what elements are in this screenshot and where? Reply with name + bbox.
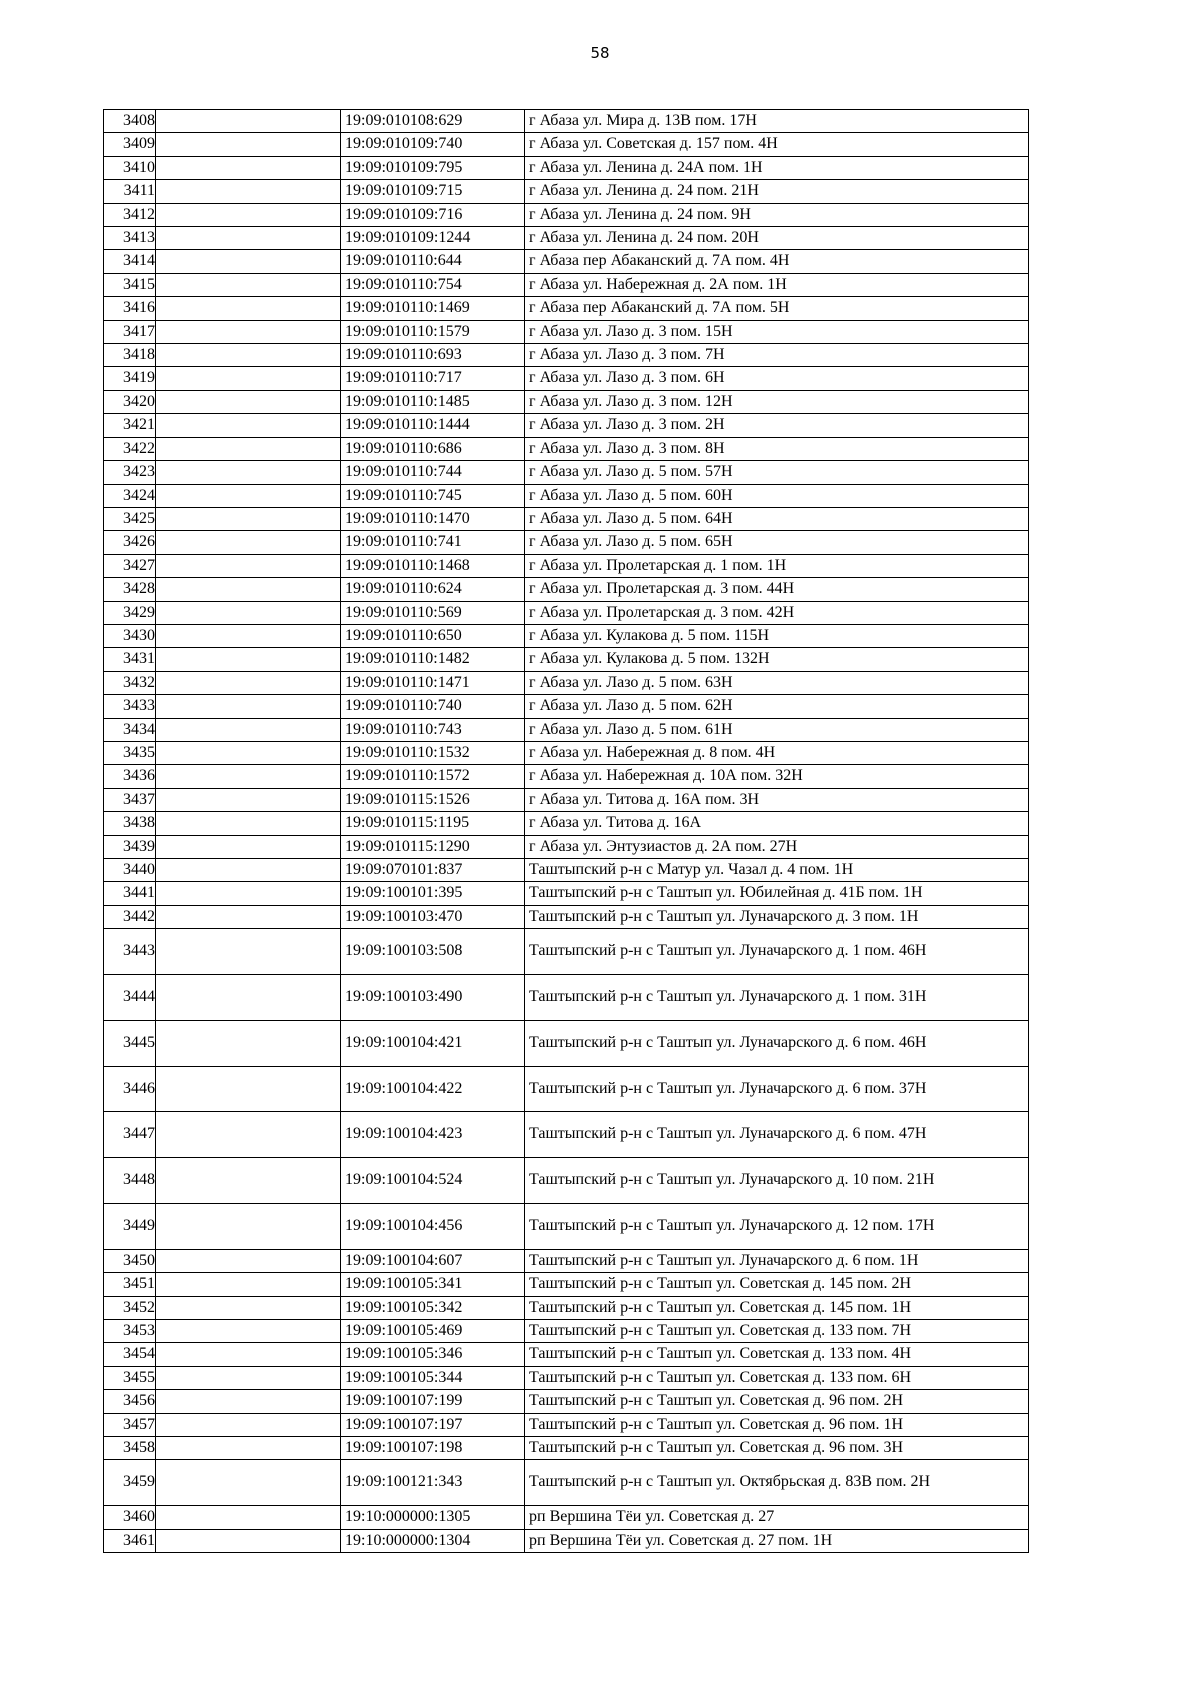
row-number: 3429 (104, 601, 156, 624)
row-number: 3427 (104, 554, 156, 577)
cadastral-number: 19:09:100104:422 (341, 1066, 525, 1112)
row-number: 3434 (104, 718, 156, 741)
address: г Абаза ул. Лазо д. 3 пом. 12Н (525, 390, 1029, 413)
cadastral-number: 19:09:010110:569 (341, 601, 525, 624)
row-number: 3459 (104, 1460, 156, 1506)
row-number: 3453 (104, 1320, 156, 1343)
cadastral-number: 19:09:010110:754 (341, 273, 525, 296)
empty-cell (156, 367, 341, 390)
cadastral-number: 19:09:100105:344 (341, 1366, 525, 1389)
empty-cell (156, 203, 341, 226)
table-row (104, 929, 1029, 975)
table-row (104, 367, 1029, 390)
cadastral-number: 19:09:010110:717 (341, 367, 525, 390)
empty-cell (156, 484, 341, 507)
cadastral-number: 19:09:010110:686 (341, 437, 525, 460)
empty-cell (156, 320, 341, 343)
address: Таштыпский р-н с Таштып ул. Советская д. 133 пом. 7Н (525, 1320, 1029, 1343)
empty-cell (156, 578, 341, 601)
row-number: 3442 (104, 905, 156, 928)
empty-cell (156, 1366, 341, 1389)
row-number: 3452 (104, 1296, 156, 1319)
cadastral-number: 19:09:010110:1468 (341, 554, 525, 577)
table-row (104, 1204, 1029, 1250)
row-number: 3421 (104, 414, 156, 437)
row-number: 3433 (104, 695, 156, 718)
table-row (104, 718, 1029, 741)
property-table-body (104, 110, 1029, 1553)
table-row (104, 1273, 1029, 1296)
empty-cell (156, 1460, 341, 1506)
table-row (104, 812, 1029, 835)
row-number: 3439 (104, 835, 156, 858)
cadastral-number: 19:09:100103:508 (341, 929, 525, 975)
address: рп Вершина Тёи ул. Советская д. 27 пом. 1Н (525, 1529, 1029, 1552)
address: Таштыпский р-н с Таштып ул. Луначарского д. 3 пом. 1Н (525, 905, 1029, 928)
cadastral-number: 19:09:010110:1579 (341, 320, 525, 343)
empty-cell (156, 648, 341, 671)
row-number: 3410 (104, 156, 156, 179)
table-row (104, 1390, 1029, 1413)
table-row (104, 648, 1029, 671)
table-row (104, 344, 1029, 367)
row-number: 3446 (104, 1066, 156, 1112)
table-row (104, 437, 1029, 460)
cadastral-number: 19:09:100104:456 (341, 1204, 525, 1250)
address: Таштыпский р-н с Таштып ул. Луначарского д. 10 пом. 21Н (525, 1158, 1029, 1204)
table-row (104, 484, 1029, 507)
cadastral-number: 19:09:010110:744 (341, 461, 525, 484)
empty-cell (156, 344, 341, 367)
row-number: 3422 (104, 437, 156, 460)
empty-cell (156, 1437, 341, 1460)
cadastral-number: 19:09:010110:745 (341, 484, 525, 507)
table-row (104, 320, 1029, 343)
empty-cell (156, 461, 341, 484)
empty-cell (156, 1296, 341, 1319)
row-number: 3431 (104, 648, 156, 671)
row-number: 3415 (104, 273, 156, 296)
empty-cell (156, 531, 341, 554)
table-row (104, 671, 1029, 694)
table-row (104, 531, 1029, 554)
row-number: 3432 (104, 671, 156, 694)
cadastral-number: 19:09:100103:490 (341, 975, 525, 1021)
table-row (104, 1066, 1029, 1112)
cadastral-number: 19:09:010110:1532 (341, 741, 525, 764)
cadastral-number: 19:09:010110:693 (341, 344, 525, 367)
row-number: 3450 (104, 1249, 156, 1272)
address: г Абаза пер Абаканский д. 7А пом. 5Н (525, 297, 1029, 320)
address: Таштыпский р-н с Таштып ул. Луначарского д. 1 пом. 31Н (525, 975, 1029, 1021)
address: г Абаза ул. Лазо д. 5 пом. 61Н (525, 718, 1029, 741)
row-number: 3457 (104, 1413, 156, 1436)
address: Таштыпский р-н с Таштып ул. Луначарского д. 1 пом. 46Н (525, 929, 1029, 975)
address: рп Вершина Тёи ул. Советская д. 27 (525, 1506, 1029, 1529)
row-number: 3445 (104, 1020, 156, 1066)
table-row (104, 741, 1029, 764)
row-number: 3430 (104, 624, 156, 647)
table-row (104, 1296, 1029, 1319)
cadastral-number: 19:09:010109:716 (341, 203, 525, 226)
table-row (104, 835, 1029, 858)
table-row (104, 227, 1029, 250)
row-number: 3426 (104, 531, 156, 554)
table-row (104, 859, 1029, 882)
address: Таштыпский р-н с Таштып ул. Луначарского д. 6 пом. 1Н (525, 1249, 1029, 1272)
row-number: 3451 (104, 1273, 156, 1296)
address: г Абаза ул. Ленина д. 24 пом. 9Н (525, 203, 1029, 226)
row-number: 3416 (104, 297, 156, 320)
address: г Абаза ул. Набережная д. 2А пом. 1Н (525, 273, 1029, 296)
cadastral-number: 19:09:010109:715 (341, 180, 525, 203)
address: Таштыпский р-н с Матур ул. Чазал д. 4 пом. 1Н (525, 859, 1029, 882)
address: Таштыпский р-н с Таштып ул. Советская д. 133 пом. 4Н (525, 1343, 1029, 1366)
address: г Абаза пер Абаканский д. 7А пом. 4Н (525, 250, 1029, 273)
cadastral-number: 19:09:100101:395 (341, 882, 525, 905)
table-row (104, 1460, 1029, 1506)
cadastral-number: 19:10:000000:1304 (341, 1529, 525, 1552)
empty-cell (156, 695, 341, 718)
row-number: 3409 (104, 133, 156, 156)
cadastral-number: 19:10:000000:1305 (341, 1506, 525, 1529)
cadastral-number: 19:09:010110:1485 (341, 390, 525, 413)
address: г Абаза ул. Пролетарская д. 1 пом. 1Н (525, 554, 1029, 577)
row-number: 3460 (104, 1506, 156, 1529)
empty-cell (156, 859, 341, 882)
row-number: 3412 (104, 203, 156, 226)
table-row (104, 578, 1029, 601)
empty-cell (156, 1273, 341, 1296)
table-row (104, 601, 1029, 624)
address: Таштыпский р-н с Таштып ул. Юбилейная д. 41Б пом. 1Н (525, 882, 1029, 905)
cadastral-number: 19:09:010110:1471 (341, 671, 525, 694)
address: г Абаза ул. Лазо д. 5 пом. 65Н (525, 531, 1029, 554)
table-row (104, 250, 1029, 273)
empty-cell (156, 297, 341, 320)
empty-cell (156, 929, 341, 975)
address: г Абаза ул. Лазо д. 3 пом. 2Н (525, 414, 1029, 437)
address: г Абаза ул. Ленина д. 24 пом. 21Н (525, 180, 1029, 203)
cadastral-number: 19:09:100107:199 (341, 1390, 525, 1413)
cadastral-number: 19:09:010115:1195 (341, 812, 525, 835)
table-row (104, 1366, 1029, 1389)
table-row (104, 624, 1029, 647)
empty-cell (156, 133, 341, 156)
table-row (104, 1158, 1029, 1204)
table-row (104, 695, 1029, 718)
empty-cell (156, 250, 341, 273)
address: г Абаза ул. Пролетарская д. 3 пом. 44Н (525, 578, 1029, 601)
empty-cell (156, 1413, 341, 1436)
cadastral-number: 19:09:070101:837 (341, 859, 525, 882)
address: Таштыпский р-н с Таштып ул. Советская д. 133 пом. 6Н (525, 1366, 1029, 1389)
row-number: 3420 (104, 390, 156, 413)
empty-cell (156, 765, 341, 788)
address: г Абаза ул. Кулакова д. 5 пом. 132Н (525, 648, 1029, 671)
cadastral-number: 19:09:010109:1244 (341, 227, 525, 250)
row-number: 3447 (104, 1112, 156, 1158)
empty-cell (156, 227, 341, 250)
address: г Абаза ул. Советская д. 157 пом. 4Н (525, 133, 1029, 156)
address: г Абаза ул. Кулакова д. 5 пом. 115Н (525, 624, 1029, 647)
table-row (104, 1112, 1029, 1158)
row-number: 3411 (104, 180, 156, 203)
cadastral-number: 19:09:010108:629 (341, 110, 525, 133)
row-number: 3418 (104, 344, 156, 367)
cadastral-number: 19:09:010110:624 (341, 578, 525, 601)
row-number: 3461 (104, 1529, 156, 1552)
empty-cell (156, 882, 341, 905)
cadastral-number: 19:09:010110:1482 (341, 648, 525, 671)
row-number: 3408 (104, 110, 156, 133)
empty-cell (156, 1506, 341, 1529)
property-table (103, 109, 1029, 1553)
row-number: 3438 (104, 812, 156, 835)
address: г Абаза ул. Ленина д. 24А пом. 1Н (525, 156, 1029, 179)
cadastral-number: 19:09:010110:1469 (341, 297, 525, 320)
table-row (104, 788, 1029, 811)
empty-cell (156, 601, 341, 624)
address: г Абаза ул. Пролетарская д. 3 пом. 42Н (525, 601, 1029, 624)
empty-cell (156, 624, 341, 647)
empty-cell (156, 437, 341, 460)
empty-cell (156, 1529, 341, 1552)
empty-cell (156, 671, 341, 694)
address: г Абаза ул. Лазо д. 5 пом. 64Н (525, 507, 1029, 530)
cadastral-number: 19:09:010110:1470 (341, 507, 525, 530)
table-row (104, 765, 1029, 788)
address: Таштыпский р-н с Таштып ул. Советская д. 96 пом. 2Н (525, 1390, 1029, 1413)
empty-cell (156, 1158, 341, 1204)
table-row (104, 507, 1029, 530)
address: г Абаза ул. Лазо д. 5 пом. 63Н (525, 671, 1029, 694)
cadastral-number: 19:09:010115:1526 (341, 788, 525, 811)
table-row (104, 975, 1029, 1021)
table-row (104, 461, 1029, 484)
table-row (104, 390, 1029, 413)
cadastral-number: 19:09:100104:607 (341, 1249, 525, 1272)
table-row (104, 1020, 1029, 1066)
empty-cell (156, 273, 341, 296)
empty-cell (156, 1343, 341, 1366)
empty-cell (156, 718, 341, 741)
table-row (104, 1249, 1029, 1272)
empty-cell (156, 1020, 341, 1066)
address: Таштыпский р-н с Таштып ул. Луначарского д. 12 пом. 17Н (525, 1204, 1029, 1250)
row-number: 3424 (104, 484, 156, 507)
address: Таштыпский р-н с Таштып ул. Советская д. 96 пом. 3Н (525, 1437, 1029, 1460)
table-row (104, 110, 1029, 133)
row-number: 3456 (104, 1390, 156, 1413)
row-number: 3414 (104, 250, 156, 273)
empty-cell (156, 975, 341, 1021)
row-number: 3413 (104, 227, 156, 250)
cadastral-number: 19:09:010110:741 (341, 531, 525, 554)
table-row (104, 297, 1029, 320)
row-number: 3437 (104, 788, 156, 811)
table-row (104, 1343, 1029, 1366)
address: г Абаза ул. Лазо д. 3 пом. 6Н (525, 367, 1029, 390)
cadastral-number: 19:09:010110:644 (341, 250, 525, 273)
cadastral-number: 19:09:100104:421 (341, 1020, 525, 1066)
table-row (104, 414, 1029, 437)
cadastral-number: 19:09:100104:524 (341, 1158, 525, 1204)
address: г Абаза ул. Лазо д. 3 пом. 15Н (525, 320, 1029, 343)
empty-cell (156, 741, 341, 764)
address: Таштыпский р-н с Таштып ул. Луначарского д. 6 пом. 46Н (525, 1020, 1029, 1066)
cadastral-number: 19:09:100105:346 (341, 1343, 525, 1366)
empty-cell (156, 390, 341, 413)
table-row (104, 156, 1029, 179)
address: Таштыпский р-н с Таштып ул. Советская д. 96 пом. 1Н (525, 1413, 1029, 1436)
cadastral-number: 19:09:100104:423 (341, 1112, 525, 1158)
row-number: 3419 (104, 367, 156, 390)
cadastral-number: 19:09:100121:343 (341, 1460, 525, 1506)
row-number: 3449 (104, 1204, 156, 1250)
empty-cell (156, 905, 341, 928)
address: г Абаза ул. Титова д. 16А пом. 3Н (525, 788, 1029, 811)
cadastral-number: 19:09:010109:795 (341, 156, 525, 179)
table-row (104, 882, 1029, 905)
cadastral-number: 19:09:100103:470 (341, 905, 525, 928)
empty-cell (156, 414, 341, 437)
cadastral-number: 19:09:100107:198 (341, 1437, 525, 1460)
cadastral-number: 19:09:100105:469 (341, 1320, 525, 1343)
table-row (104, 1437, 1029, 1460)
address: Таштыпский р-н с Таштып ул. Советская д. 145 пом. 1Н (525, 1296, 1029, 1319)
address: г Абаза ул. Лазо д. 5 пом. 57Н (525, 461, 1029, 484)
cadastral-number: 19:09:100105:341 (341, 1273, 525, 1296)
table-row (104, 1320, 1029, 1343)
row-number: 3455 (104, 1366, 156, 1389)
row-number: 3436 (104, 765, 156, 788)
address: г Абаза ул. Лазо д. 3 пом. 8Н (525, 437, 1029, 460)
table-row (104, 133, 1029, 156)
address: г Абаза ул. Титова д. 16А (525, 812, 1029, 835)
empty-cell (156, 180, 341, 203)
row-number: 3440 (104, 859, 156, 882)
table-row (104, 1529, 1029, 1552)
table-row (104, 1413, 1029, 1436)
address: г Абаза ул. Лазо д. 5 пом. 60Н (525, 484, 1029, 507)
table-row (104, 554, 1029, 577)
empty-cell (156, 788, 341, 811)
address: Таштыпский р-н с Таштып ул. Луначарского д. 6 пом. 37Н (525, 1066, 1029, 1112)
empty-cell (156, 1390, 341, 1413)
address: г Абаза ул. Лазо д. 3 пом. 7Н (525, 344, 1029, 367)
cadastral-number: 19:09:010110:743 (341, 718, 525, 741)
cadastral-number: 19:09:010109:740 (341, 133, 525, 156)
cadastral-number: 19:09:010110:1572 (341, 765, 525, 788)
cadastral-number: 19:09:010110:650 (341, 624, 525, 647)
empty-cell (156, 1249, 341, 1272)
row-number: 3428 (104, 578, 156, 601)
empty-cell (156, 1066, 341, 1112)
row-number: 3458 (104, 1437, 156, 1460)
address: г Абаза ул. Набережная д. 10А пом. 32Н (525, 765, 1029, 788)
empty-cell (156, 507, 341, 530)
address: г Абаза ул. Мира д. 13В пом. 17Н (525, 110, 1029, 133)
empty-cell (156, 110, 341, 133)
address: Таштыпский р-н с Таштып ул. Советская д. 145 пом. 2Н (525, 1273, 1029, 1296)
row-number: 3417 (104, 320, 156, 343)
row-number: 3423 (104, 461, 156, 484)
cadastral-number: 19:09:010110:740 (341, 695, 525, 718)
address: Таштыпский р-н с Таштып ул. Луначарского д. 6 пом. 47Н (525, 1112, 1029, 1158)
empty-cell (156, 1320, 341, 1343)
empty-cell (156, 1112, 341, 1158)
table-row (104, 203, 1029, 226)
table-row (104, 905, 1029, 928)
cadastral-number: 19:09:100105:342 (341, 1296, 525, 1319)
cadastral-number: 19:09:010115:1290 (341, 835, 525, 858)
row-number: 3435 (104, 741, 156, 764)
empty-cell (156, 156, 341, 179)
page-number: 58 (590, 44, 610, 62)
address: Таштыпский р-н с Таштып ул. Октябрьская д. 83В пом. 2Н (525, 1460, 1029, 1506)
row-number: 3454 (104, 1343, 156, 1366)
table-row (104, 273, 1029, 296)
empty-cell (156, 1204, 341, 1250)
row-number: 3448 (104, 1158, 156, 1204)
row-number: 3441 (104, 882, 156, 905)
table-row (104, 1506, 1029, 1529)
empty-cell (156, 554, 341, 577)
table-row (104, 180, 1029, 203)
address: г Абаза ул. Лазо д. 5 пом. 62Н (525, 695, 1029, 718)
cadastral-number: 19:09:100107:197 (341, 1413, 525, 1436)
address: г Абаза ул. Набережная д. 8 пом. 4Н (525, 741, 1029, 764)
row-number: 3443 (104, 929, 156, 975)
cadastral-number: 19:09:010110:1444 (341, 414, 525, 437)
empty-cell (156, 812, 341, 835)
address: г Абаза ул. Ленина д. 24 пом. 20Н (525, 227, 1029, 250)
row-number: 3444 (104, 975, 156, 1021)
address: г Абаза ул. Энтузиастов д. 2А пом. 27Н (525, 835, 1029, 858)
empty-cell (156, 835, 341, 858)
row-number: 3425 (104, 507, 156, 530)
